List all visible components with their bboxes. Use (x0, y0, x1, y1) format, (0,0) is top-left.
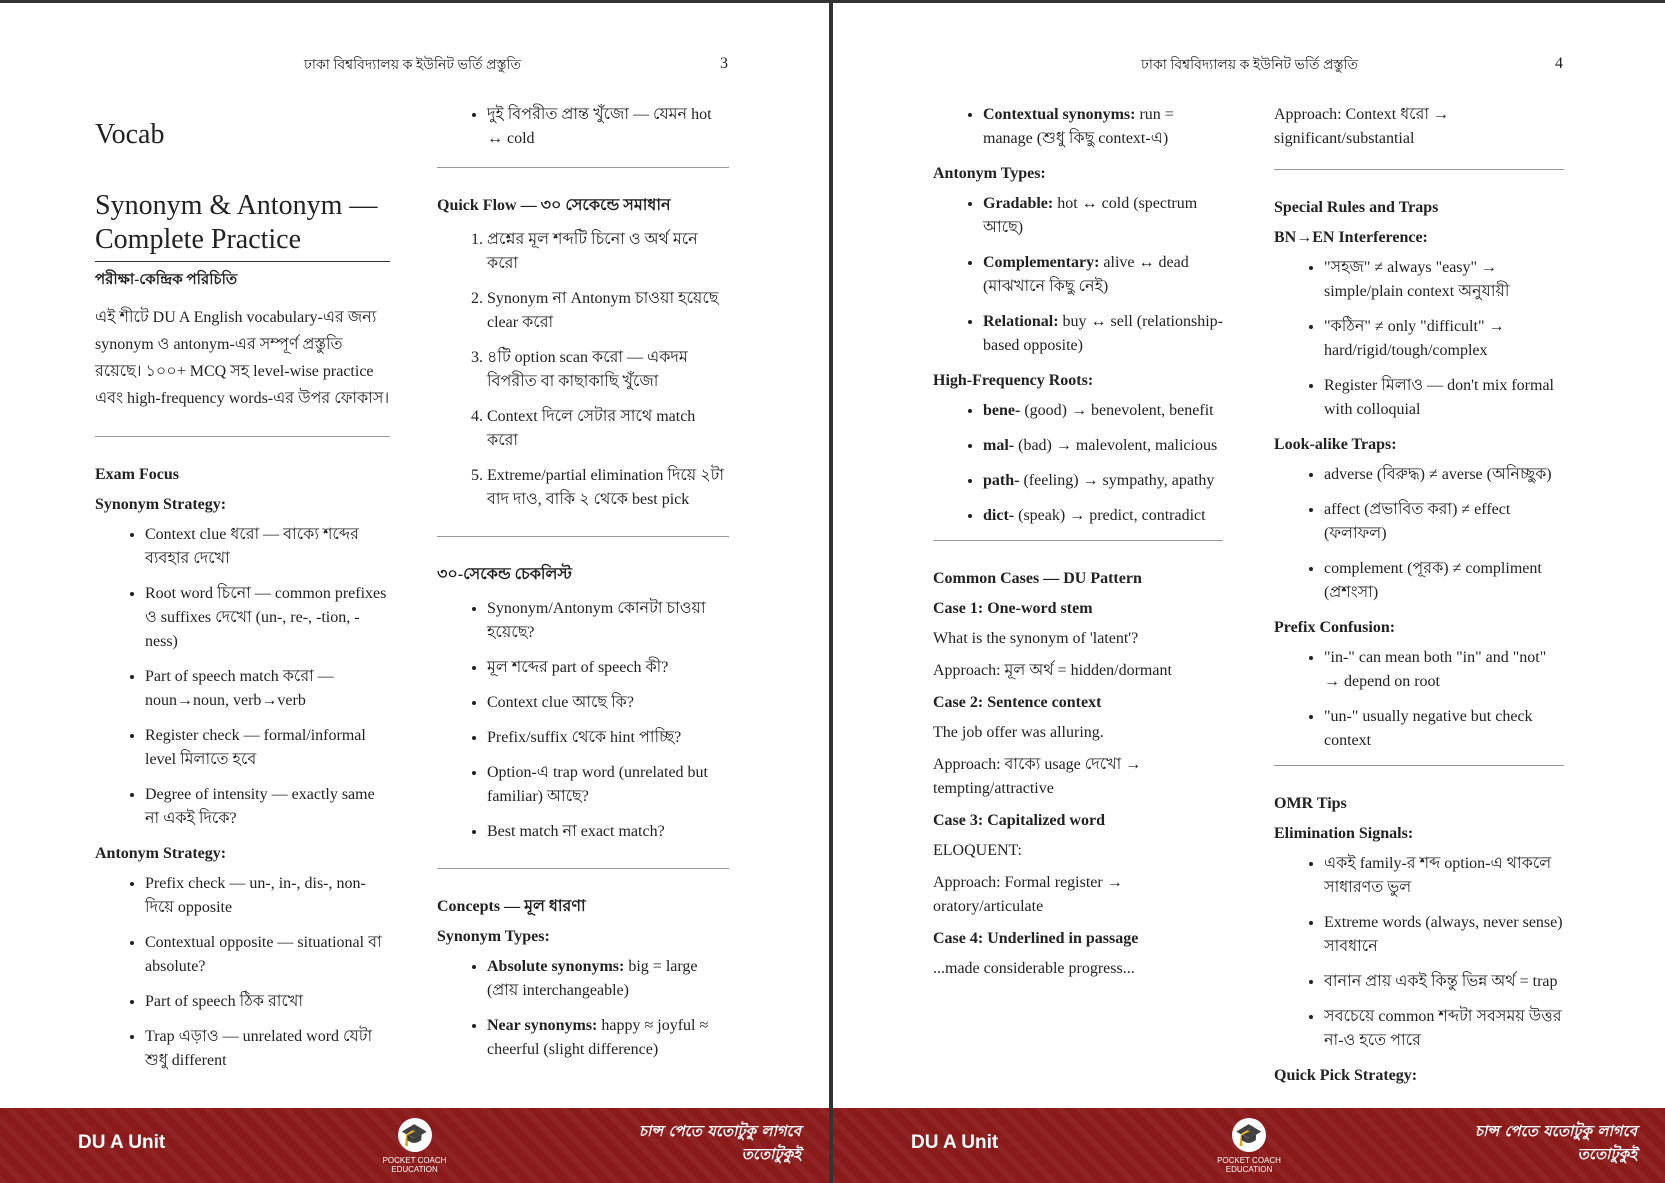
case-title: Case 1: One-word stem (933, 600, 1093, 617)
list-item: 2. Synonym না Antonym চাওয়া হয়েছে clear করো (487, 287, 729, 335)
list-item: • Part of speech match করো — noun→noun, verb→verb (145, 665, 390, 713)
subtitle: পরীক্ষা-কেন্দ্রিক পরিচিতি (95, 272, 238, 288)
case-line: ELOQUENT: (933, 842, 1022, 859)
synonym-types-list (437, 955, 729, 1062)
case-line: Approach: বাক্যে usage দেখো → tempting/attractive (933, 756, 1142, 797)
divider (437, 536, 729, 537)
list-item: • path- (feeling) → sympathy, apathy (983, 469, 1223, 493)
list-item: • Context clue আছে কি? (487, 691, 729, 715)
prefix-heading: Prefix Confusion: (1274, 619, 1396, 636)
list-item: • adverse (বিরুদ্ধ) ≠ averse (অনিচ্ছুক) (1324, 463, 1564, 487)
footer-unit: DU A Unit (78, 1132, 166, 1153)
quick-pick-heading: Quick Pick Strategy: (1274, 1067, 1418, 1084)
list-item: • affect (প্রভাবিত করা) ≠ effect (ফলাফল) (1324, 498, 1564, 546)
checklist (437, 597, 729, 844)
antonym-strategy-list (95, 872, 390, 1073)
list-item: • একই family-র শব্দ option-এ থাকলে সাধারণত ভুল (1324, 852, 1564, 900)
list-item: • Near synonyms: happy ≈ joyful ≈ cheerful (slight difference) (487, 1014, 729, 1062)
synonym-strategy-list (95, 523, 390, 831)
list-item: • Degree of intensity — exactly same না একই দিকে? (145, 783, 390, 831)
left-column-2 (437, 103, 729, 1073)
list-item: • "সহজ" ≠ always "easy" → simple/plain context অনুযায়ী (1324, 256, 1564, 304)
list-item: • Absolute synonyms: big = large (প্রায় interchangeable) (487, 955, 729, 1003)
list-item: 4. Context দিলে সেটার সাথে match করো (487, 405, 729, 453)
synonym-strategy-heading: Synonym Strategy: (95, 496, 227, 513)
page-number: 3 (720, 55, 728, 72)
list-item: • দুই বিপরীত প্রান্ত খুঁজো — যেমন hot ↔ cold (487, 103, 729, 151)
roots-list (933, 399, 1223, 528)
left-column-1 (95, 103, 390, 1084)
footer-unit: DU A Unit (911, 1132, 999, 1153)
list-item: • Extreme words (always, never sense) সাবধানে (1324, 911, 1564, 959)
concepts-heading: Concepts — মূল ধারণা (437, 898, 586, 915)
list-item: • Contextual opposite — situational বা absolute? (145, 931, 390, 979)
divider (933, 540, 1223, 541)
list-item: • Contextual synonyms: run = manage (শুধু কিছু context-এ) (983, 103, 1223, 151)
antonym-types-list (933, 192, 1223, 358)
list-item: • bene- (good) → benevolent, benefit (983, 399, 1223, 423)
running-head: ঢাকা বিশ্ববিদ্যালয় ক ইউনিট ভর্তি প্রস্তুতি (304, 58, 522, 73)
lookalike-heading: Look-alike Traps: (1274, 436, 1397, 453)
list-item: • Prefix/suffix থেকে hint পাচ্ছি? (487, 726, 729, 750)
list-item: • "in-" can mean both "in" and "not" → depend on root (1324, 646, 1564, 694)
list-item: • complement (পূরক) ≠ compliment (প্রশংসা) (1324, 557, 1564, 605)
list-item: • Root word চিনো — common prefixes ও suffixes দেখো (un-, re-, -tion, -ness) (145, 582, 390, 654)
case-line: ...made considerable progress... (933, 960, 1135, 977)
divider (437, 167, 729, 168)
right-column-2 (1274, 103, 1564, 1094)
page-right (833, 0, 1665, 1183)
top-list (437, 103, 729, 151)
roots-heading: High-Frequency Roots: (933, 372, 1094, 389)
list-item: • সবচেয়ে common শব্দটা সবসময় উত্তর না-ও হতে পারে (1324, 1005, 1564, 1053)
right-column-1 (933, 103, 1223, 989)
divider (1274, 169, 1564, 170)
approach-line: Approach: Context ধরো → significant/substantial (1274, 106, 1450, 147)
case-line: The job offer was alluring. (933, 724, 1104, 741)
page-number: 4 (1555, 55, 1563, 72)
list-item: 3. ৪টি option scan করো — একদম বিপরীত বা কাছাকাছি খুঁজো (487, 346, 729, 394)
list-item: • Trap এড়াও — unrelated word যেটা শুধু different (145, 1025, 390, 1073)
list-item: 1. প্রশ্নের মূল শব্দটি চিনো ও অর্থ মনে করো (487, 228, 729, 276)
pocket-coach-logo: 🎓 POCKET COACH EDUCATION (1199, 1118, 1299, 1174)
list-item: • Register check — formal/informal level মিলাতে হবে (145, 724, 390, 772)
pocket-coach-logo: 🎓 POCKET COACH EDUCATION (365, 1118, 465, 1174)
list-item: • Complementary: alive ↔ dead (মাঝখানে কিছু নেই) (983, 251, 1223, 299)
quick-flow-list (437, 228, 729, 512)
case-line: What is the synonym of 'latent'? (933, 630, 1139, 647)
list-item: • Part of speech ঠিক রাখো (145, 990, 390, 1014)
intro-text: এই শীটে DU A English vocabulary-এর জন্য synonym ও antonym-এর সম্পূর্ণ প্রস্তুতি রয়েছে। ১০০+ MCQ সহ level-wise practice এবং high-frequency words-এর উপর ফোকাস। (95, 309, 390, 407)
case-title: Case 2: Sentence context (933, 694, 1102, 711)
footer-banner (833, 1108, 1665, 1183)
list-item: • Gradable: hot ↔ cold (spectrum আছে) (983, 192, 1223, 240)
list-item: • "un-" usually negative but check context (1324, 705, 1564, 753)
cases-heading: Common Cases — DU Pattern (933, 570, 1142, 587)
list-item: • Relational: buy ↔ sell (relationship-based opposite) (983, 310, 1223, 358)
divider (1274, 765, 1564, 766)
footer-banner (0, 1108, 829, 1183)
lookalike-list (1274, 463, 1564, 605)
antonym-types-heading: Antonym Types: (933, 165, 1046, 182)
footer-tagline: চান্স পেতে যতোটুকু লাগবে ততোটুকুই (638, 1122, 801, 1163)
case-title: Case 4: Underlined in passage (933, 930, 1139, 947)
list-item: 5. Extreme/partial elimination দিয়ে ২টা বাদ দাও, বাকি ২ থেকে best pick (487, 464, 729, 512)
quick-flow-heading: Quick Flow — ৩০ সেকেন্ডে সমাধান (437, 197, 671, 214)
running-head: ঢাকা বিশ্ববিদ্যালয় ক ইউনিট ভর্তি প্রস্তুতি (1141, 58, 1359, 73)
checklist-heading: ৩০-সেকেন্ড চেকলিস্ট (437, 566, 572, 583)
list-item: • Prefix check — un-, in-, dis-, non- দিয়ে opposite (145, 872, 390, 920)
prefix-list (1274, 646, 1564, 753)
exam-focus-heading: Exam Focus (95, 466, 179, 483)
case-line: Approach: মূল অর্থ = hidden/dormant (933, 662, 1172, 679)
contextual-list (933, 103, 1223, 151)
graduation-cap-icon: 🎓 (398, 1118, 432, 1152)
list-item: • "কঠিন" ≠ only "difficult" → hard/rigid/tough/complex (1324, 315, 1564, 363)
elimination-list (1274, 852, 1564, 1053)
omr-heading: OMR Tips (1274, 795, 1347, 812)
footer-tagline: চান্স পেতে যতোটুকু লাগবে ততোটুকুই (1474, 1122, 1637, 1163)
divider (95, 436, 390, 437)
bn-en-heading: BN→EN Interference: (1274, 229, 1428, 246)
list-item: • dict- (speak) → predict, contradict (983, 504, 1223, 528)
list-item: • Register মিলাও — don't mix formal with colloquial (1324, 374, 1564, 422)
divider (437, 868, 729, 869)
list-item: • mal- (bad) → malevolent, malicious (983, 434, 1223, 458)
section-heading: Vocab (95, 119, 165, 150)
synonym-types-heading: Synonym Types: (437, 928, 550, 945)
list-item: • Context clue ধরো — বাক্যে শব্দের ব্যবহার দেখো (145, 523, 390, 571)
page-left (0, 0, 829, 1183)
graduation-cap-icon: 🎓 (1232, 1118, 1266, 1152)
bn-en-list (1274, 256, 1564, 422)
list-item: • বানান প্রায় একই কিন্তু ভিন্ন অর্থ = trap (1324, 970, 1564, 994)
list-item: • Synonym/Antonym কোনটা চাওয়া হয়েছে? (487, 597, 729, 645)
elimination-heading: Elimination Signals: (1274, 825, 1414, 842)
case-line: Approach: Formal register → oratory/articulate (933, 874, 1123, 915)
document-title: Synonym & Antonym — Complete Practice (95, 189, 390, 262)
list-item: • মূল শব্দের part of speech কী? (487, 656, 729, 680)
list-item: • Option-এ trap word (unrelated but familiar) আছে? (487, 761, 729, 809)
antonym-strategy-heading: Antonym Strategy: (95, 845, 227, 862)
special-rules-heading: Special Rules and Traps (1274, 199, 1439, 216)
case-title: Case 3: Capitalized word (933, 812, 1105, 829)
list-item: • Best match না exact match? (487, 820, 729, 844)
